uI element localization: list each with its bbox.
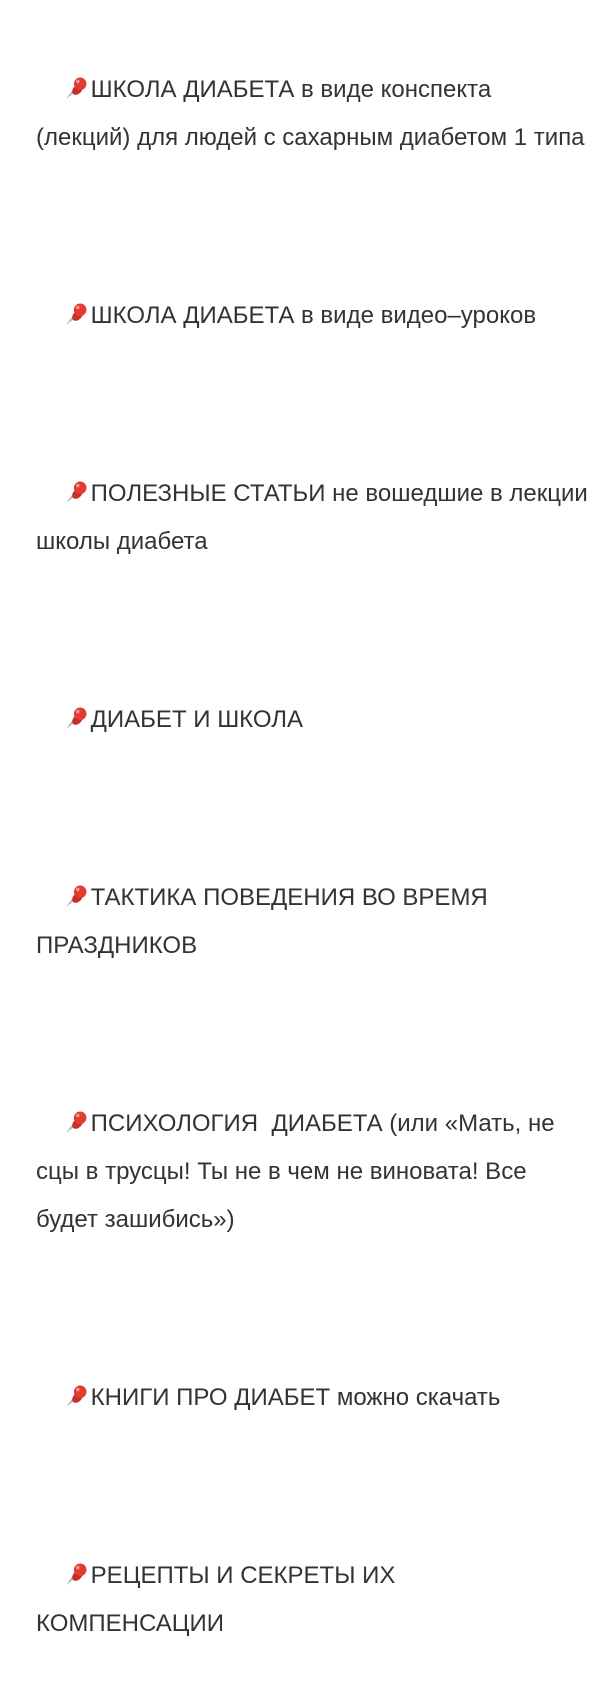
list-item-label: ДИАБЕТ И ШКОЛА <box>90 706 304 733</box>
pushpin-icon <box>63 1384 90 1410</box>
pushpin-icon <box>63 302 90 328</box>
list-item-label: КНИГИ ПРО ДИАБЕТ можно скачать <box>90 1384 501 1411</box>
list-item[interactable] <box>36 18 588 210</box>
list-item-label: ПСИХОЛОГИЯ ДИАБЕТА (или «Мать, не сцы в трусцы! Ты не в чем не виновата! Все будет зашибись») <box>36 1110 562 1233</box>
list-item[interactable] <box>36 1052 588 1292</box>
pushpin-icon <box>63 884 90 910</box>
list-item[interactable] <box>36 1326 588 1470</box>
pushpin-icon <box>63 706 90 732</box>
list-item[interactable] <box>36 826 588 1018</box>
pushpin-icon <box>63 76 90 102</box>
list-item-label: ШКОЛА ДИАБЕТА в виде конспекта (лекций) для людей с сахарным диабетом 1 типа <box>36 76 585 151</box>
list-item[interactable] <box>36 648 588 792</box>
list-item-label: ТАКТИКА ПОВЕДЕНИЯ ВО ВРЕМЯ ПРАЗДНИКОВ <box>36 884 495 959</box>
pushpin-icon <box>63 1562 90 1588</box>
list-item-label: ШКОЛА ДИАБЕТА в виде видео–уроков <box>90 302 537 329</box>
list-item[interactable] <box>36 422 595 614</box>
list-item-label: РЕЦЕПТЫ И СЕКРЕТЫ ИХ КОМПЕНСАЦИИ <box>36 1562 403 1637</box>
list-item[interactable] <box>36 244 588 388</box>
list-item[interactable] <box>36 1504 588 1696</box>
pushpin-icon <box>63 480 90 506</box>
pushpin-icon <box>63 1110 90 1136</box>
list-item-label: ПОЛЕЗНЫЕ СТАТЬИ не вошедшие в лекции школы диабета <box>36 480 595 555</box>
